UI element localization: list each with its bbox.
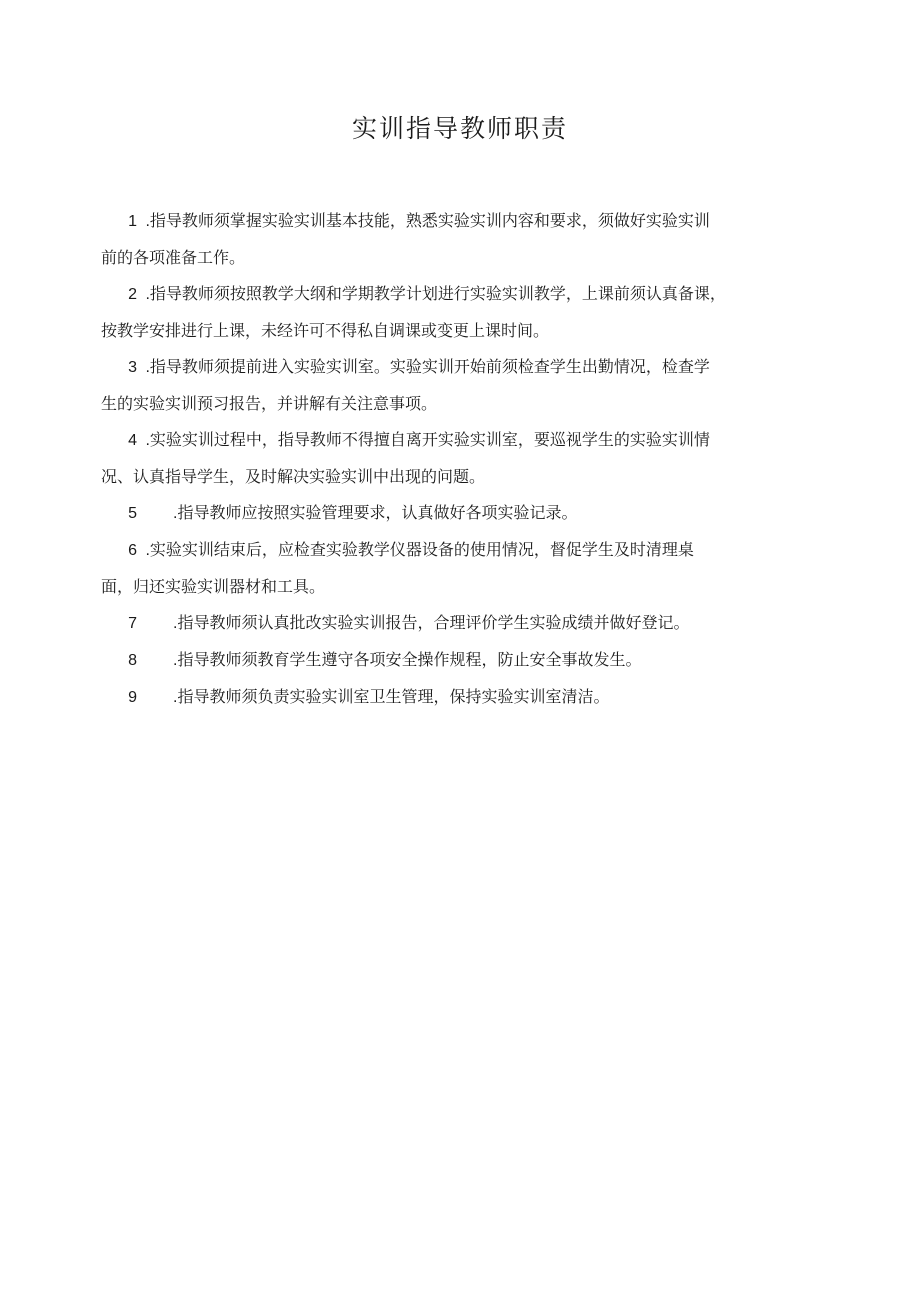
- item-first-line: [101, 349, 829, 386]
- item-separator: .: [141, 286, 150, 303]
- item-first-line: [101, 642, 829, 679]
- item-separator: .: [141, 213, 150, 230]
- list-item: [101, 422, 829, 495]
- item-continuation: 前的各项准备工作。: [101, 248, 246, 267]
- list-item: [101, 349, 829, 422]
- item-first-line: [101, 679, 829, 716]
- item-text: 指导教师须提前进入实验实训室。实验实训开始前须检查学生出勤情况，检查学: [149, 357, 710, 376]
- item-first-line: [101, 495, 829, 532]
- list-item: [101, 642, 829, 679]
- item-separator: .: [141, 432, 150, 449]
- item-first-line: [101, 276, 829, 313]
- item-text: 指导教师须认真批改实验实训报告，合理评价学生实验成绩并做好登记。: [177, 613, 690, 632]
- item-separator: .: [141, 542, 150, 559]
- item-number: 7: [128, 615, 137, 632]
- item-first-line: [101, 422, 829, 459]
- item-separator: .: [173, 615, 178, 632]
- item-number: 8: [128, 652, 137, 669]
- duty-list: [101, 203, 829, 716]
- item-text: 实验实训结束后，应检查实验教学仪器设备的使用情况，督促学生及时清理桌: [149, 540, 694, 559]
- item-number: 1: [128, 213, 137, 230]
- item-number: 5: [128, 505, 137, 522]
- list-item: [101, 679, 829, 716]
- item-continuation: 况、认真指导学生，及时解决实验实训中出现的问题。: [101, 467, 486, 486]
- list-item: [101, 203, 829, 276]
- item-number: 3: [128, 359, 137, 376]
- document-title: 实训指导教师职责: [351, 114, 568, 143]
- item-first-line: [101, 532, 829, 569]
- list-item: [101, 276, 829, 349]
- item-separator: .: [173, 689, 178, 706]
- list-item: [101, 605, 829, 642]
- item-number: 2: [128, 286, 137, 303]
- item-continuation: 生的实验实训预习报告，并讲解有关注意事项。: [101, 394, 438, 413]
- item-text: 实验实训过程中，指导教师不得擅自离开实验实训室，要巡视学生的实验实训情: [149, 430, 710, 449]
- item-continuation: 面，归还实验实训器材和工具。: [101, 577, 326, 596]
- list-item: [101, 532, 829, 605]
- item-text: 指导教师须教育学生遵守各项安全操作规程，防止安全事故发生。: [177, 650, 642, 669]
- item-first-line: [101, 605, 829, 642]
- item-number: 6: [128, 542, 137, 559]
- item-text: 指导教师须掌握实验实训基本技能，熟悉实验实训内容和要求，须做好实验实训: [149, 211, 710, 230]
- item-separator: .: [173, 505, 178, 522]
- item-text: 指导教师应按照实验管理要求，认真做好各项实验记录。: [177, 503, 578, 522]
- item-separator: .: [173, 652, 178, 669]
- item-text: 指导教师须负责实验实训室卫生管理，保持实验实训室清洁。: [177, 687, 610, 706]
- list-item: [101, 495, 829, 532]
- item-text: 指导教师须按照教学大纲和学期教学计划进行实验实训教学，上课前须认真备课，: [149, 284, 726, 303]
- item-number: 4: [128, 432, 137, 449]
- item-continuation: 按教学安排进行上课，未经许可不得私自调课或变更上课时间。: [101, 321, 550, 340]
- item-number: 9: [128, 689, 137, 706]
- item-separator: .: [141, 359, 150, 376]
- item-first-line: [101, 203, 829, 240]
